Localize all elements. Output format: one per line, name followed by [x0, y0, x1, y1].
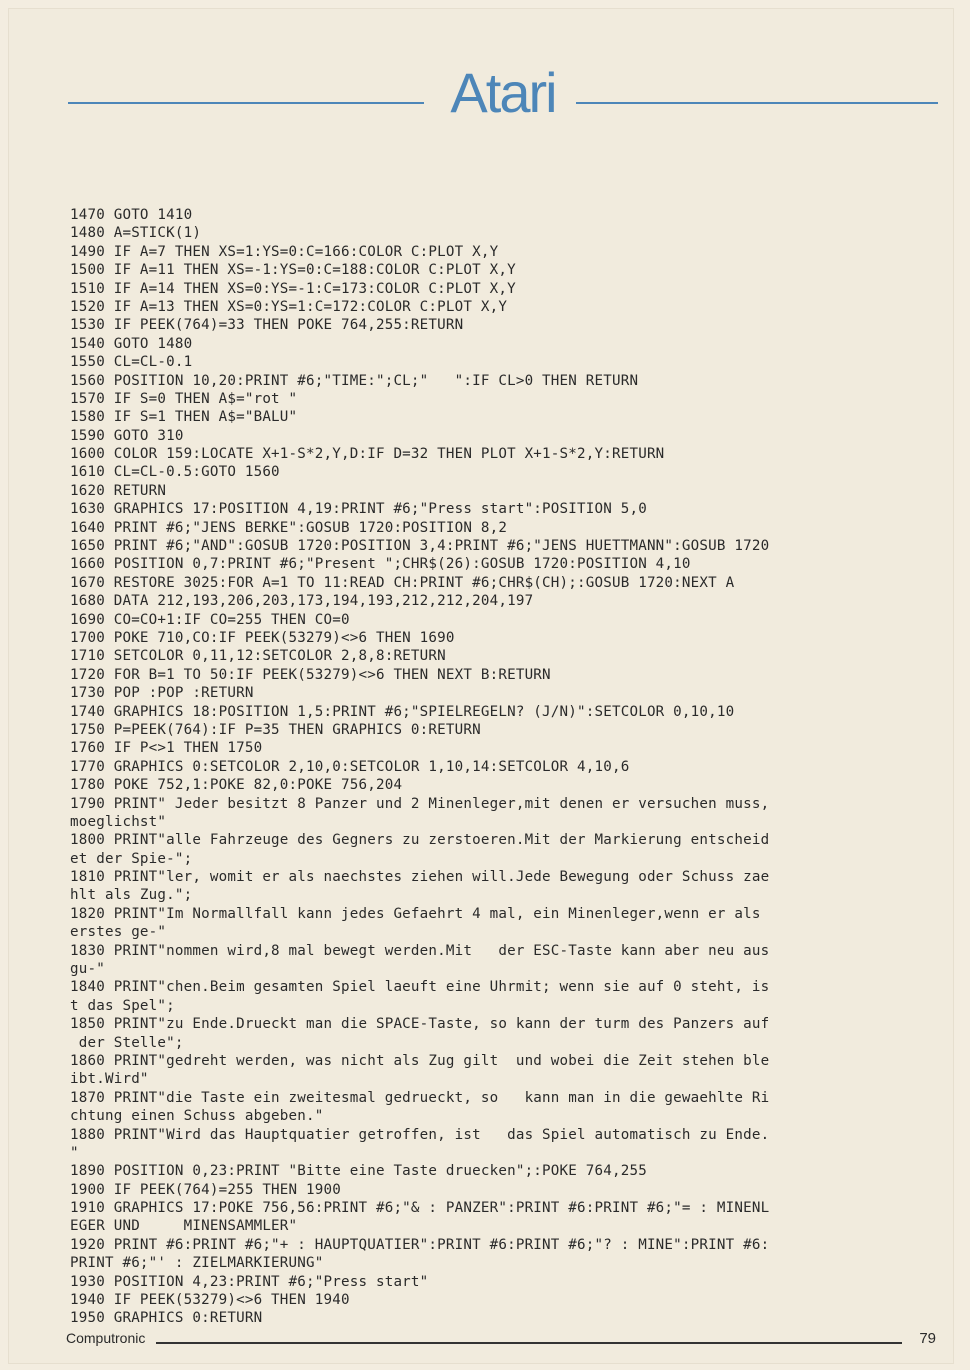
listing-line: 1680 DATA 212,193,206,203,173,194,193,212,212,204,197	[70, 593, 534, 610]
listing-line: 1580 IF S=1 THEN A$="BALU"	[70, 409, 298, 426]
footer-rule	[156, 1342, 902, 1344]
listing-line: 1550 CL=CL-0.1	[70, 354, 193, 371]
listing-line: 1490 IF A=7 THEN XS=1:YS=0:C=166:COLOR C:PLOT X,Y	[70, 243, 499, 260]
listing-line: 1530 IF PEEK(764)=33 THEN POKE 764,255:RETURN	[70, 317, 464, 334]
listing-line: 1500 IF A=11 THEN XS=-1:YS=0:C=188:COLOR C:PLOT X,Y	[70, 262, 516, 279]
listing-line: 1630 GRAPHICS 17:POSITION 4,19:PRINT #6;"Press start":POSITION 5,0	[70, 501, 647, 518]
listing-line: 1510 IF A=14 THEN XS=0:YS=-1:C=173:COLOR C:PLOT X,Y	[70, 280, 516, 297]
listing-line: PRINT #6;"' : ZIELMARKIERUNG"	[70, 1255, 324, 1272]
listing-line: 1870 PRINT"die Taste ein zweitesmal gedrueckt, so kann man in die gewaehlte Ri	[70, 1089, 770, 1106]
listing-line: 1860 PRINT"gedreht werden, was nicht als Zug gilt und wobei die Zeit stehen ble	[70, 1052, 770, 1069]
section-title: Atari	[450, 61, 556, 124]
listing-line: 1850 PRINT"zu Ende.Drueckt man die SPACE-Taste, so kann der turm des Panzers auf	[70, 1016, 770, 1033]
listing-line: t das Spel";	[70, 997, 175, 1014]
listing-line: 1540 GOTO 1480	[70, 335, 193, 352]
basic-program-listing	[70, 206, 930, 1328]
listing-line: 1760 IF P<>1 THEN 1750	[70, 740, 263, 757]
listing-line: 1670 RESTORE 3025:FOR A=1 TO 11:READ CH:PRINT #6;CHR$(CH);:GOSUB 1720:NEXT A	[70, 574, 735, 591]
header-rule-right	[576, 102, 938, 104]
listing-line: 1810 PRINT"ler, womit er als naechstes ziehen will.Jede Bewegung oder Schuss zae	[70, 869, 770, 886]
listing-line: 1750 P=PEEK(764):IF P=35 THEN GRAPHICS 0:RETURN	[70, 721, 481, 738]
listing-line: 1650 PRINT #6;"AND":GOSUB 1720:POSITION 3,4:PRINT #6;"JENS HUETTMANN":GOSUB 1720	[70, 538, 770, 555]
listing-line: 1800 PRINT"alle Fahrzeuge des Gegners zu zerstoeren.Mit der Markierung entscheid	[70, 832, 770, 849]
page-number: 79	[919, 1330, 936, 1347]
listing-line: EGER UND MINENSAMMLER"	[70, 1218, 298, 1235]
listing-line: 1770 GRAPHICS 0:SETCOLOR 2,10,0:SETCOLOR 1,10,14:SETCOLOR 4,10,6	[70, 758, 630, 775]
listing-line: 1890 POSITION 0,23:PRINT "Bitte eine Taste druecken";:POKE 764,255	[70, 1163, 647, 1180]
listing-line: 1590 GOTO 310	[70, 427, 184, 444]
header-rule-left	[68, 102, 424, 104]
listing-line: 1570 IF S=0 THEN A$="rot "	[70, 390, 298, 407]
listing-line: 1880 PRINT"Wird das Hauptquatier getroffen, ist das Spiel automatisch zu Ende.	[70, 1126, 770, 1143]
listing-line: 1620 RETURN	[70, 482, 167, 499]
listing-line: 1780 POKE 752,1:POKE 82,0:POKE 756,204	[70, 777, 403, 794]
listing-line: 1950 GRAPHICS 0:RETURN	[70, 1310, 263, 1327]
page-header	[68, 60, 938, 130]
listing-line: 1930 POSITION 4,23:PRINT #6;"Press start"	[70, 1273, 429, 1290]
listing-line: 1730 POP :POP :RETURN	[70, 685, 254, 702]
listing-line: 1610 CL=CL-0.5:GOTO 1560	[70, 464, 280, 481]
listing-line: 1700 POKE 710,CO:IF PEEK(53279)<>6 THEN 1690	[70, 629, 455, 646]
listing-line: 1840 PRINT"chen.Beim gesamten Spiel laeuft eine Uhrmit; wenn sie auf 0 steht, is	[70, 979, 770, 996]
listing-line: ibt.Wird"	[70, 1071, 149, 1088]
listing-line: 1560 POSITION 10,20:PRINT #6;"TIME:";CL;" ":IF CL>0 THEN RETURN	[70, 372, 639, 389]
listing-line: 1920 PRINT #6:PRINT #6;"+ : HAUPTQUATIER":PRINT #6:PRINT #6;"? : MINE":PRINT #6:	[70, 1236, 770, 1253]
listing-line: 1710 SETCOLOR 0,11,12:SETCOLOR 2,8,8:RETURN	[70, 648, 446, 665]
listing-line: 1820 PRINT"Im Normallfall kann jedes Gefaehrt 4 mal, ein Minenleger,wenn er als	[70, 905, 761, 922]
listing-line: 1640 PRINT #6;"JENS BERKE":GOSUB 1720:POSITION 8,2	[70, 519, 508, 536]
listing-line: 1480 A=STICK(1)	[70, 225, 202, 242]
listing-line: 1900 IF PEEK(764)=255 THEN 1900	[70, 1181, 341, 1198]
magazine-name: Computronic	[66, 1330, 146, 1346]
listing-line: 1790 PRINT" Jeder besitzt 8 Panzer und 2 Minenleger,mit denen er versuchen muss,	[70, 795, 770, 812]
listing-line: der Stelle";	[70, 1034, 184, 1051]
listing-line: erstes ge-"	[70, 924, 167, 941]
listing-line: 1660 POSITION 0,7:PRINT #6;"Present ";CHR$(26):GOSUB 1720:POSITION 4,10	[70, 556, 691, 573]
page-footer	[66, 1330, 936, 1354]
listing-line: chtung einen Schuss abgeben."	[70, 1108, 324, 1125]
listing-line: gu-"	[70, 961, 105, 978]
listing-line: 1720 FOR B=1 TO 50:IF PEEK(53279)<>6 THEN NEXT B:RETURN	[70, 666, 551, 683]
listing-line: 1740 GRAPHICS 18:POSITION 1,5:PRINT #6;"SPIELREGELN? (J/N)":SETCOLOR 0,10,10	[70, 703, 735, 720]
listing-line: 1690 CO=CO+1:IF CO=255 THEN CO=0	[70, 611, 350, 628]
listing-line: 1910 GRAPHICS 17:POKE 756,56:PRINT #6;"& : PANZER":PRINT #6:PRINT #6;"= : MINENL	[70, 1200, 770, 1217]
listing-line: 1520 IF A=13 THEN XS=0:YS=1:C=172:COLOR C:PLOT X,Y	[70, 298, 508, 315]
listing-line: et der Spie-";	[70, 850, 193, 867]
listing-line: 1600 COLOR 159:LOCATE X+1-S*2,Y,D:IF D=32 THEN PLOT X+1-S*2,Y:RETURN	[70, 446, 665, 463]
magazine-page	[8, 8, 954, 1364]
listing-line: hlt als Zug.";	[70, 887, 193, 904]
listing-line: "	[70, 1144, 79, 1161]
listing-line: moeglichst"	[70, 813, 167, 830]
listing-line: 1940 IF PEEK(53279)<>6 THEN 1940	[70, 1292, 350, 1309]
listing-line: 1470 GOTO 1410	[70, 207, 193, 223]
listing-line: 1830 PRINT"nommen wird,8 mal bewegt werden.Mit der ESC-Taste kann aber neu aus	[70, 942, 770, 959]
